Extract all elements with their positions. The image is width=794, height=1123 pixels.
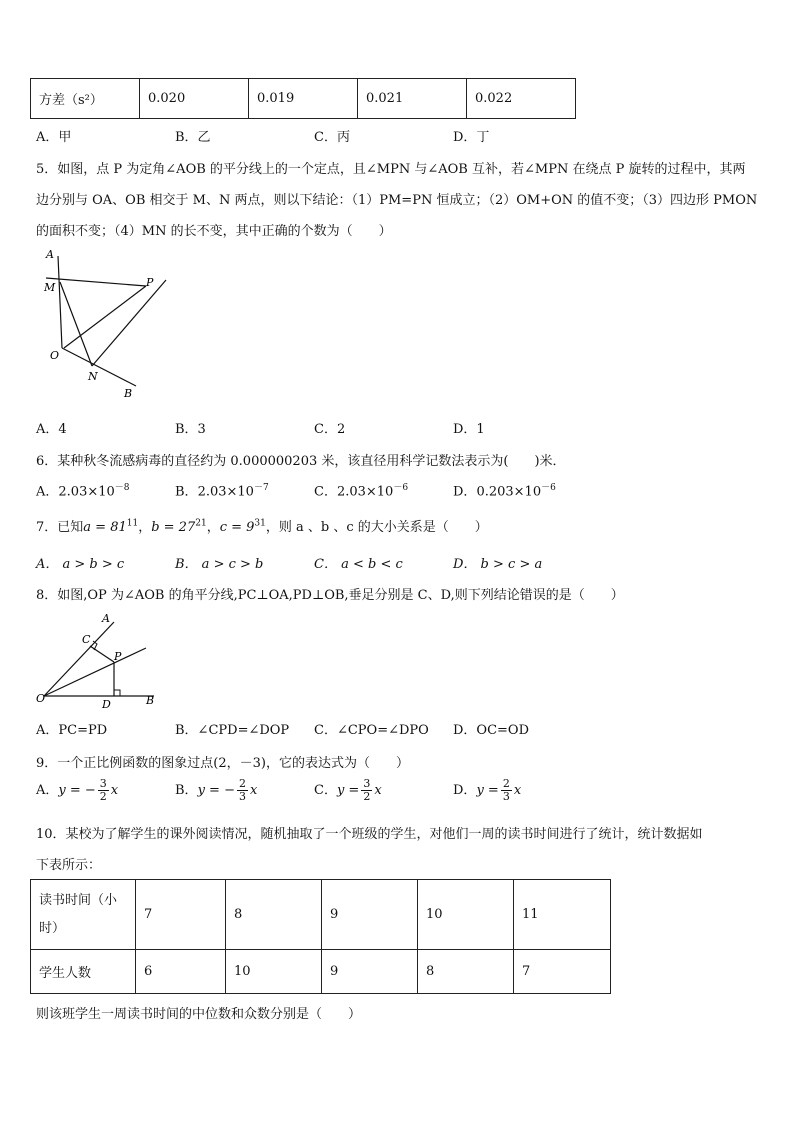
variance-value-1: 0.020	[140, 79, 249, 119]
q9-option-a-fraction: $\frac{3}{2}$	[99, 777, 107, 803]
q6-option-c-label: C．	[314, 484, 337, 500]
q9-option-c[interactable]	[314, 778, 382, 803]
q5-option-b[interactable]: B．3	[175, 422, 206, 437]
q9-option-c-var: x	[374, 783, 382, 798]
q6-option-b-label: B．	[175, 484, 198, 500]
q8-option-a[interactable]: A．PC=PD	[36, 723, 108, 738]
q9-option-b-lhs: y = −	[197, 783, 235, 798]
table-cell: 9	[322, 880, 418, 950]
q5-line-1: 5．如图，点 P 为定角∠AOB 的平分线上的一个定点，且∠MPN 与∠AOB 互补，若∠MPN 在绕点 P 旋转的过程中，其两	[36, 162, 746, 177]
variance-table	[30, 78, 576, 119]
q7-a-expr: a = 81	[83, 520, 127, 535]
q8-label-p: P	[114, 650, 122, 663]
student-count-header: 学生人数	[31, 950, 136, 994]
q5-figure	[36, 248, 176, 400]
q9-option-d-label: D．	[453, 783, 477, 798]
q5-line-3: 的面积不变；（4）MN 的长不变，其中正确的个数为（ ）	[36, 224, 392, 239]
variance-value-4: 0.022	[467, 79, 576, 119]
q8-label-o: O	[36, 692, 46, 705]
q7-option-b[interactable]: B． a > c > b	[175, 557, 264, 572]
q5-label-p: P	[146, 276, 154, 289]
q6-option-a[interactable]	[36, 480, 130, 499]
q7-b-exp: 21	[195, 518, 207, 529]
q9-option-b[interactable]	[175, 778, 257, 803]
q10-question: 则该班学生一周读书时间的中位数和众数分别是（ ）	[36, 1007, 362, 1022]
q6-option-c-base: 2.03×10	[336, 484, 394, 500]
q7-c-exp: 31	[254, 518, 266, 529]
q9-option-d-var: x	[513, 783, 522, 798]
q10-line-1: 10．某校为了解学生的课外阅读情况，随机抽取了一个班级的学生，对他们一周的读书时间进行了统计，统计数据如	[36, 827, 703, 842]
variance-label: 方差（s²）	[31, 79, 140, 119]
q8-label-a: A	[102, 612, 110, 625]
q9-option-b-fraction: $\frac{2}{3}$	[238, 777, 246, 803]
q6-option-d[interactable]	[453, 480, 556, 499]
q10-line-2: 下表所示：	[36, 858, 102, 873]
q5-option-a[interactable]: A．4	[36, 422, 67, 437]
q7-option-d[interactable]: D． b > c > a	[453, 557, 543, 572]
q8-figure	[34, 610, 160, 710]
q6-option-b-exp: －7	[253, 483, 269, 493]
q8-label-b: B	[146, 694, 155, 707]
q4-option-b[interactable]: B．乙	[175, 130, 211, 145]
table-cell: 9	[322, 950, 418, 994]
table-cell: 11	[514, 880, 611, 950]
table-row	[31, 880, 611, 950]
q6-option-b-base: 2.03×10	[197, 484, 254, 500]
reading-time-header: 读书时间（小时）	[31, 880, 136, 950]
q7-option-a[interactable]: A． a > b > c	[36, 557, 125, 572]
q6-option-c-exp: －6	[393, 483, 409, 493]
q8-question: 8．如图,OP 为∠AOB 的角平分线,PC⊥OA,PD⊥OB,垂足分别是 C、D,则下列结论错误的是（ ）	[36, 588, 624, 603]
q6-option-a-base: 2.03×10	[58, 484, 115, 500]
q5-label-n: N	[88, 370, 98, 383]
q9-option-a[interactable]	[36, 778, 118, 803]
q5-label-o: O	[50, 349, 60, 362]
q5-label-b: B	[124, 387, 133, 400]
q5-line-2: 边分别与 OA、OB 相交于 M、N 两点，则以下结论：（1）PM=PN 恒成立；（2）OM+ON 的值不变；（3）四边形 PMON	[36, 193, 758, 208]
q9-option-a-lhs: y = −	[58, 783, 96, 798]
q6-option-d-base: 0.203×10	[476, 484, 542, 500]
q5-label-a: A	[46, 248, 54, 261]
q4-option-c[interactable]: C．丙	[314, 130, 350, 145]
q8-option-b[interactable]: B．∠CPD=∠DOP	[175, 723, 290, 738]
q9-option-d-fraction: $\frac{2}{3}$	[502, 777, 510, 803]
q6-option-a-label: A．	[36, 484, 59, 500]
table-cell: 10	[418, 880, 514, 950]
q7-b-expr: b = 27	[151, 520, 196, 535]
q8-label-c: C	[82, 633, 91, 646]
table-cell: 10	[226, 950, 322, 994]
q4-option-a[interactable]: A．甲	[36, 130, 72, 145]
q9-option-d[interactable]	[453, 778, 521, 803]
q6-option-c[interactable]	[314, 480, 408, 499]
q8-option-c[interactable]: C．∠CPO=∠DPO	[314, 723, 429, 738]
q9-option-c-lhs: y =	[336, 783, 360, 798]
q9-option-c-label: C．	[314, 783, 337, 798]
q6-question: 6．某种秋冬流感病毒的直径约为 0.000000203 米，该直径用科学记数法表示为( )米．	[36, 454, 566, 469]
q7-suffix: ，则 a 、b 、c 的大小关系是（ ）	[265, 520, 488, 535]
q5-option-c[interactable]: C．2	[314, 422, 346, 437]
table-cell: 7	[136, 880, 226, 950]
q9-question: 9．一个正比例函数的图象过点(2，－3)，它的表达式为（ ）	[36, 756, 409, 771]
q9-option-d-lhs: y =	[476, 783, 499, 798]
variance-value-2: 0.019	[249, 79, 358, 119]
q8-option-d[interactable]: D．OC=OD	[453, 723, 530, 738]
q5-option-d[interactable]: D．1	[453, 422, 485, 437]
table-cell: 7	[514, 950, 611, 994]
q6-option-d-exp: －6	[541, 483, 556, 493]
q6-option-b[interactable]	[175, 480, 269, 499]
table-cell: 6	[136, 950, 226, 994]
q6-option-a-exp: －8	[114, 483, 130, 493]
q7-a-exp: 11	[126, 518, 139, 529]
q6-option-d-label: D．	[453, 484, 477, 500]
q7-prefix: 7．已知	[36, 520, 84, 535]
table-cell: 8	[418, 950, 514, 994]
q9-option-a-var: x	[110, 783, 119, 798]
q9-option-b-label: B．	[175, 783, 198, 798]
q4-option-d[interactable]: D．丁	[453, 130, 490, 145]
q8-label-d: D	[102, 698, 111, 710]
q7-question: 7．已知$a = 81^{11}$，$b = 27^{21}$，$c = 9^{31}$，则 a 、b 、c 的大小关系是（ ）	[36, 518, 488, 535]
variance-value-3: 0.021	[358, 79, 467, 119]
q9-option-b-var: x	[249, 783, 258, 798]
q7-option-c[interactable]: C． a < b < c	[314, 557, 403, 572]
q9-option-c-fraction: $\frac{3}{2}$	[363, 777, 371, 803]
q7-c-expr: c = 9	[219, 520, 255, 535]
q9-option-a-label: A．	[36, 783, 59, 798]
q5-label-m: M	[44, 281, 56, 294]
reading-time-table	[30, 879, 611, 994]
table-row	[31, 950, 611, 994]
table-cell: 8	[226, 880, 322, 950]
